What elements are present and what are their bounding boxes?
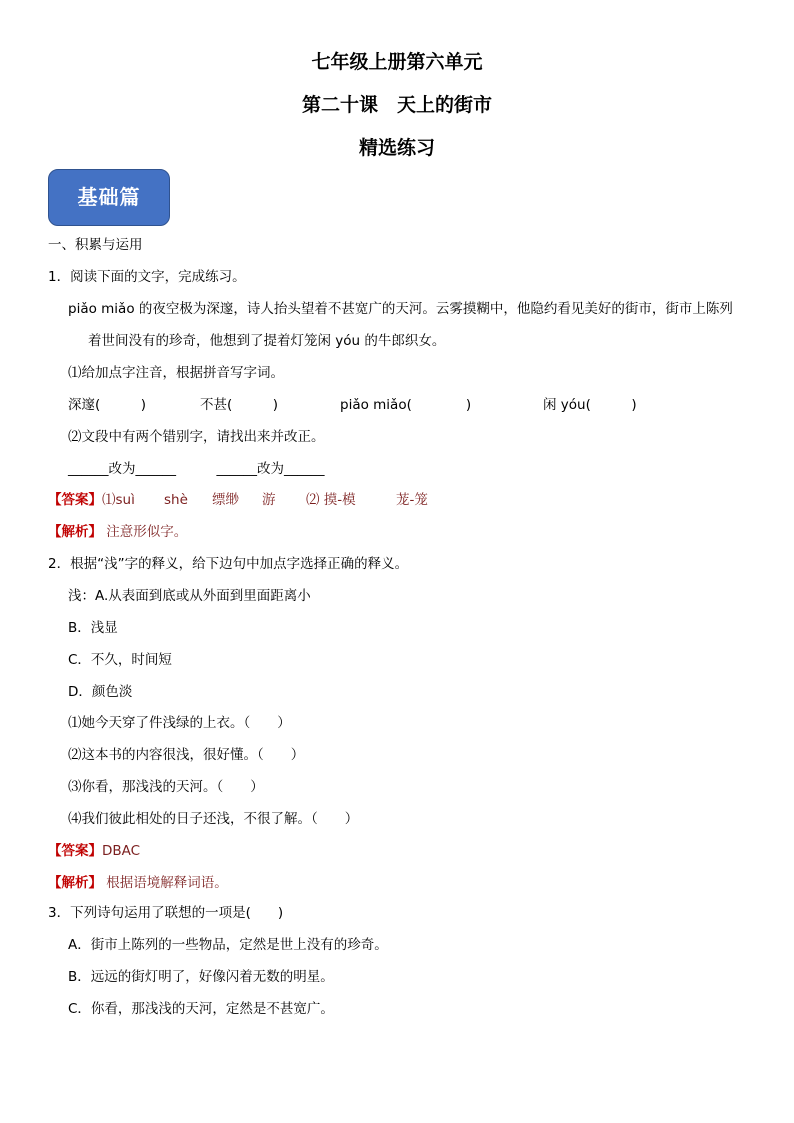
q1-blank-3: piǎo miǎo( ) [340, 397, 472, 413]
q3-option-a: A．街市上陈列的一些物品，定然是世上没有的珍奇。 [68, 937, 388, 953]
q2-analysis-text: 根据语境解释词语。 [106, 875, 228, 891]
q1-blank-2: 不甚( ) [200, 397, 279, 413]
q2-option-a: 浅：A.从表面到底或从外面到里面距离小 [68, 588, 311, 604]
q1-analysis [48, 523, 187, 541]
q1-answer-item: 茏-笼 [396, 492, 428, 508]
unit-title: 七年级上册第六单元 [311, 51, 483, 73]
basic-level-badge: 基础篇 [48, 169, 170, 226]
q2-answer [48, 842, 140, 860]
q1-analysis-text: 注意形似字。 [106, 524, 188, 540]
q1-blank-4: 闲 yóu( ) [543, 397, 637, 413]
q1-blank-1: 深邃( ) [68, 397, 147, 413]
q1-passage-line1: piǎo miǎo 的夜空极为深邃，诗人抬头望着不甚宽广的天河。云雾摸糊中，他隐约看见美好的街市，街市上陈列 [68, 301, 733, 317]
q1-sub2: ⑵文段中有两个错别字，请找出来并改正。 [68, 429, 325, 445]
q1-answer-label: 【答案】 [48, 492, 102, 508]
q1-answer-item: shè [164, 492, 188, 508]
section-heading: 一、积累与运用 [48, 237, 143, 253]
q2-analysis-label: 【解析】 [48, 875, 102, 891]
q2-analysis [48, 874, 228, 892]
q2-sentence-1: ⑴她今天穿了件浅绿的上衣。（ ） [68, 715, 291, 731]
lesson-title: 第二十课 天上的街市 [301, 94, 492, 116]
q2-sentence-2: ⑵这本书的内容很浅，很好懂。（ ） [68, 747, 305, 763]
q3-stem: 3．下列诗句运用了联想的一项是( ) [48, 905, 284, 921]
q1-answer-item: 游 [262, 492, 276, 508]
q1-correction-line: ______改为______ ______改为______ [68, 461, 325, 477]
q1-answer-item: 缥缈 [212, 492, 239, 508]
q2-option-c: C．不久，时间短 [68, 652, 172, 668]
q2-option-d: D．颜色淡 [68, 684, 133, 700]
q1-answer-item: ⑵ 摸-模 [306, 492, 356, 508]
q1-answer [48, 491, 428, 509]
q2-option-b: B．浅显 [68, 620, 118, 636]
q1-passage-line2: 着世间没有的珍奇，他想到了提着灯笼闲 yóu 的牛郎织女。 [88, 333, 446, 349]
q1-sub1: ⑴给加点字注音，根据拼音写字词。 [68, 365, 284, 381]
q2-sentence-3: ⑶你看，那浅浅的天河。（ ） [68, 779, 264, 795]
q2-answer-label: 【答案】 [48, 843, 102, 859]
q3-option-b: B．远远的街灯明了，好像闪着无数的明星。 [68, 969, 334, 985]
q1-answer-item: ⑴suì [102, 492, 135, 508]
q2-stem: 2．根据“浅”字的释义，给下边句中加点字选择正确的释义。 [48, 556, 409, 572]
q1-analysis-label: 【解析】 [48, 524, 102, 540]
q2-sentence-4: ⑷我们彼此相处的日子还浅，不很了解。（ ） [68, 811, 359, 827]
q2-answer-text: DBAC [102, 843, 141, 859]
q1-stem: 1．阅读下面的文字，完成练习。 [48, 269, 246, 285]
q3-option-c: C．你看，那浅浅的天河，定然是不甚宽广。 [68, 1001, 334, 1017]
exercise-title: 精选练习 [358, 137, 435, 159]
